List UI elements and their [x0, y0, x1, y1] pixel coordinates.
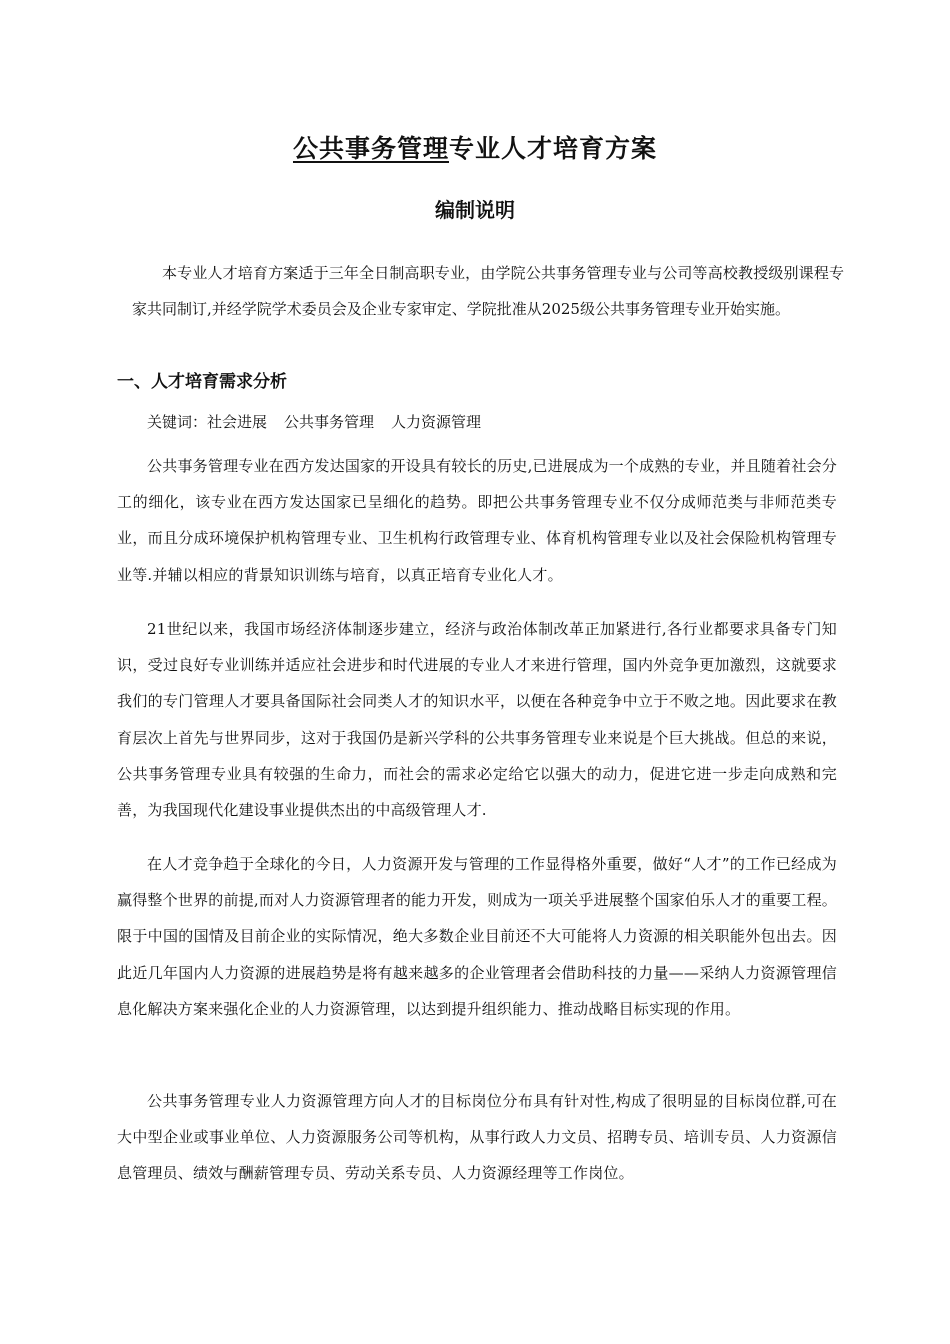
section-heading: 一、人才培育需求分析	[117, 372, 287, 392]
keywords-label: 关键词：	[147, 413, 208, 431]
title-underlined-part: 公共事务管理	[292, 134, 449, 163]
title-rest: 专业人才培育方案	[449, 134, 658, 163]
keyword: 社会进展	[207, 413, 268, 431]
intro-paragraph: 本专业人才培育方案适于三年全日制高职专业，由学院公共事务管理专业与公司等高校教授级别课程专家共同制订,并经学院学术委员会及企业专家审定、学院批准从2025级公共事务管理专业开始实施。	[132, 264, 844, 318]
body-paragraph: 公共事务管理专业人力资源管理方向人才的目标岗位分布具有针对性,构成了很明显的目标岗位群,可在大中型企业或事业单位、人力资源服务公司等机构，从事行政人力文员、招聘专员、培训专员、人力资源信息管理员、绩效与酬薪管理专员、劳动关系专员、人力资源经理等工作岗位。	[117, 1092, 837, 1183]
body-paragraph: 在人才竞争趋于全球化的今日，人力资源开发与管理的工作显得格外重要，做好“人才”的工作已经成为赢得整个世界的前提,而对人力资源管理者的能力开发，则成为一项关乎进展整个国家伯乐人才的重要工程。限于中国的国情及目前企业的实际情况，绝大多数企业目前还不大可能将人力资源的相关职能外包出去。因此近几年国内人力资源的进展趋势是将有越来越多的企业管理者会借助科技的力量——采纳人力资源管理信息化解决方案来强化企业的人力资源管理，以达到提升组织能力、推动战略目标实现的作用。	[117, 855, 837, 1018]
document-subtitle: 编制说明	[435, 198, 515, 222]
document-title	[0, 130, 950, 168]
keyword: 人力资源管理	[391, 413, 482, 431]
keyword: 公共事务管理	[284, 413, 375, 431]
keywords-line	[147, 408, 481, 436]
body-paragraph: 21世纪以来，我国市场经济体制逐步建立，经济与政治体制改革正加紧进行,各行业都要求具备专门知识，受过良好专业训练并适应社会进步和时代进展的专业人才来进行管理，国内外竞争更加激烈，这就要求我们的专门管理人才要具备国际社会同类人才的知识水平，以便在各种竞争中立于不败之地。因此要求在教育层次上首先与世界同步，这对于我国仍是新兴学科的公共事务管理专业来说是个巨大挑战。但总的来说，公共事务管理专业具有较强的生命力，而社会的需求必定给它以强大的动力，促进它进一步走向成熟和完善，为我国现代化建设事业提供杰出的中高级管理人才.	[117, 620, 837, 820]
body-paragraph: 公共事务管理专业在西方发达国家的开设具有较长的历史,已进展成为一个成熟的专业，并且随着社会分工的细化，该专业在西方发达国家已呈细化的趋势。即把公共事务管理专业不仅分成师范类与非师范类专业，而且分成环境保护机构管理专业、卫生机构行政管理专业、体育机构管理专业以及社会保险机构管理专业等.并辅以相应的背景知识训练与培育，以真正培育专业化人才。	[117, 457, 837, 584]
